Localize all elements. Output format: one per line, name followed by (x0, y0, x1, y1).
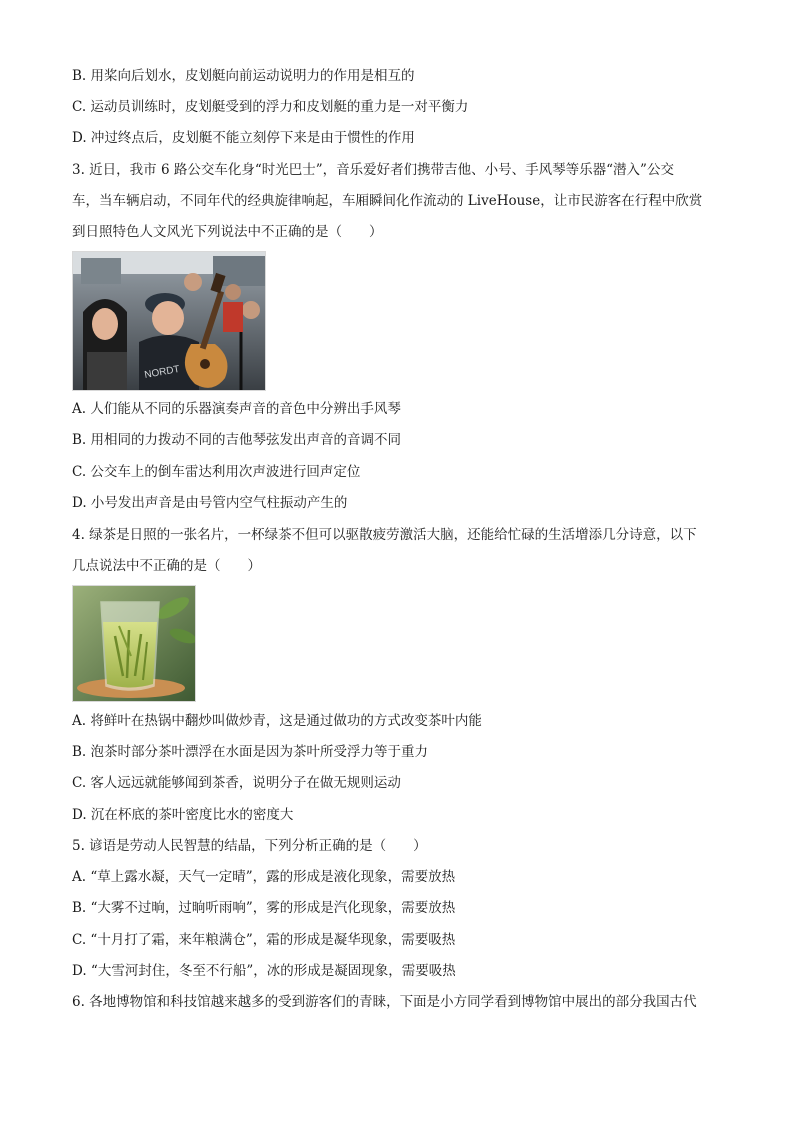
q3-option-b: B. 用相同的力拨动不同的吉他琴弦发出声音的音调不同 (72, 432, 402, 448)
q5-option-d: D. “大雪河封住，冬至不行船”，冰的形成是凝固现象，需要吸热 (72, 963, 456, 979)
q4-option-a: A. 将鲜叶在热锅中翻炒叫做炒青，这是通过做功的方式改变茶叶内能 (72, 713, 482, 729)
q4-option-c: C. 客人远远就能够闻到茶香，说明分子在做无规则运动 (72, 775, 401, 791)
q5-option-b: B. “大雾不过晌，过晌听雨响”，雾的形成是汽化现象，需要放热 (72, 900, 456, 916)
q2-option-d: D. 冲过终点后，皮划艇不能立刻停下来是由于惯性的作用 (72, 130, 415, 146)
q3-option-d: D. 小号发出声音是由号管内空气柱振动产生的 (72, 495, 348, 511)
q3-stem-line-1: 3. 近日，我市 6 路公交车化身“时光巴士”，音乐爱好者们携带吉他、小号、手风琴等乐器“潜入”公交 (72, 162, 674, 178)
q4-option-d: D. 沉在杯底的茶叶密度比水的密度大 (72, 807, 294, 823)
svg-text:NORDT: NORDT (143, 363, 181, 381)
q3-option-a: A. 人们能从不同的乐器演奏声音的音色中分辨出手风琴 (72, 401, 401, 417)
q3-stem-line-3: 到日照特色人文风光下列说法中不正确的是（ ） (72, 224, 383, 240)
q2-option-c: C. 运动员训练时，皮划艇受到的浮力和皮划艇的重力是一对平衡力 (72, 99, 469, 115)
q5-stem: 5. 谚语是劳动人民智慧的结晶，下列分析正确的是（ ） (72, 838, 427, 854)
q4-stem-line-2: 几点说法中不正确的是（ ） (72, 558, 261, 574)
q4-option-b: B. 泡茶时部分茶叶漂浮在水面是因为茶叶所受浮力等于重力 (72, 744, 429, 760)
q5-option-c: C. “十月打了霜，来年粮满仓”，霜的形成是凝华现象，需要吸热 (72, 932, 456, 948)
bus-musicians-photo (72, 251, 266, 391)
q6-stem-line-1: 6. 各地博物馆和科技馆越来越多的受到游客们的青睐，下面是小方同学看到博物馆中展出的部分我国古代 (72, 994, 697, 1010)
q4-stem-line-1: 4. 绿茶是日照的一张名片，一杯绿茶不但可以驱散疲劳激活大脑，还能给忙碌的生活增添几分诗意，以下 (72, 527, 697, 543)
q3-option-c: C. 公交车上的倒车雷达利用次声波进行回声定位 (72, 464, 361, 480)
q2-option-b: B. 用桨向后划水，皮划艇向前运动说明力的作用是相互的 (72, 68, 415, 84)
q5-option-a: A. “草上露水凝，天气一定晴”，露的形成是液化现象，需要放热 (72, 869, 456, 885)
q3-stem-line-2: 车，当车辆启动，不同年代的经典旋律响起，车厢瞬间化作流动的 LiveHouse，让市民游客在行程中欣赏 (72, 193, 703, 209)
green-tea-glass-photo (72, 585, 196, 702)
